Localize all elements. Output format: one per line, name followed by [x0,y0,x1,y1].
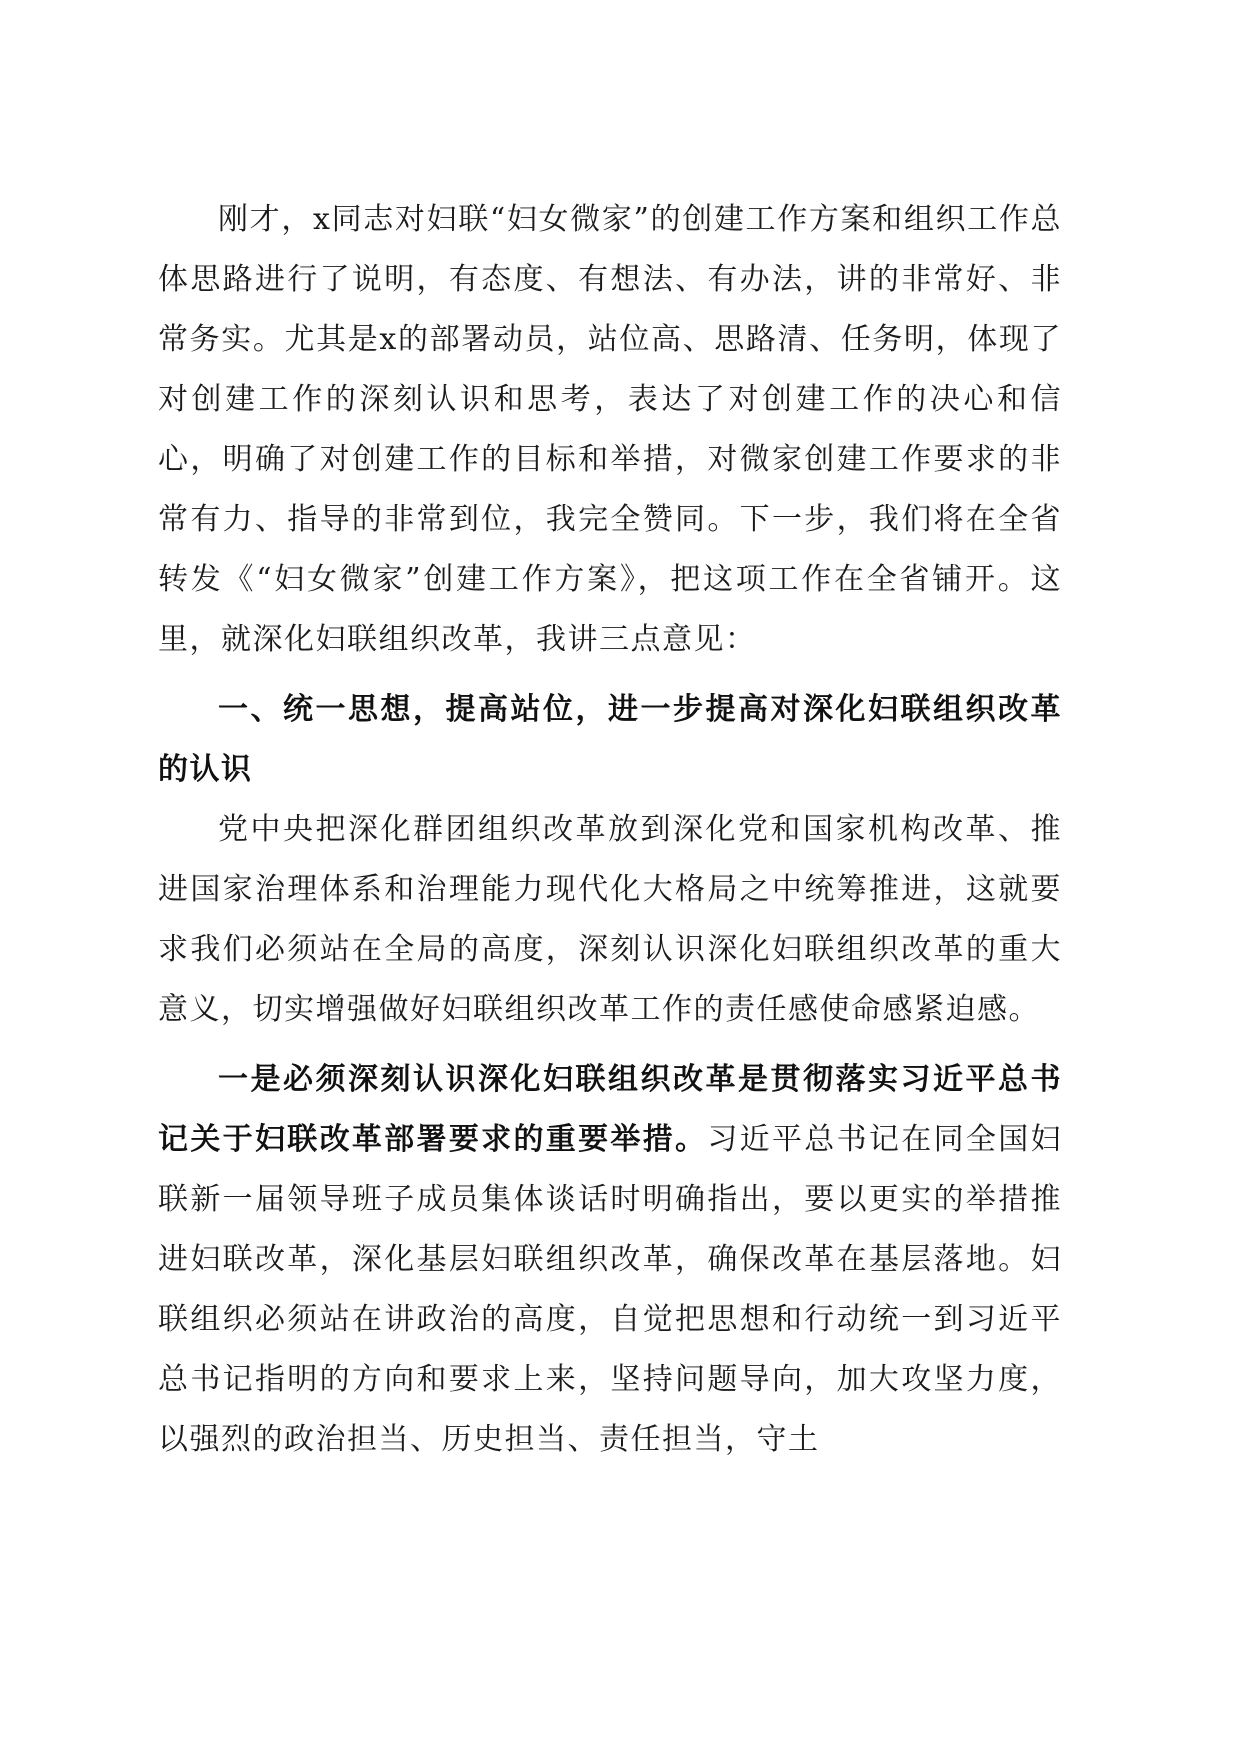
document-page [158,190,1062,1470]
point-one-paragraph [158,1050,1062,1470]
point-one-body: 习近平总书记在同全国妇联新一届领导班子成员集体谈话时明确指出，要以更实的举措推进妇联改革，深化基层妇联组织改革，确保改革在基层落地。妇联组织必须站在讲政治的高度，自觉把思想和行动统一到习近平总书记指明的方向和要求上来，坚持问题导向，加大攻坚力度，以强烈的政治担当、历史担当、责任担当，守土 [158,1122,1063,1457]
section-one-body: 党中央把深化群团组织改革放到深化党和国家机构改革、推进国家治理体系和治理能力现代化大格局之中统筹推进，这就要求我们必须站在全局的高度，深刻认识深化妇联组织改革的重大意义，切实增强做好妇联组织改革工作的责任感使命感紧迫感。 [158,812,1062,1027]
intro-paragraph: 刚才，x同志对妇联“妇女微家”的创建工作方案和组织工作总体思路进行了说明，有态度、有想法、有办法，讲的非常好、非常务实。尤其是x的部署动员，站位高、思路清、任务明，体现了对创建工作的深刻认识和思考，表达了对创建工作的决心和信心，明确了对创建工作的目标和举措，对微家创建工作要求的非常有力、指导的非常到位，我完全赞同。下一步，我们将在全省转发《“妇女微家”创建工作方案》，把这项工作在全省铺开。这里，就深化妇联组织改革，我讲三点意见： [158,202,1062,657]
section-one-heading: 一、统一思想，提高站位，进一步提高对深化妇联组织改革的认识 [158,692,1062,787]
point-one-lead: 一是必须深刻认识深化妇联组织改革是贯彻落实习近平总书记关于妇联改革部署要求的重要举措。 [158,1062,1062,1157]
